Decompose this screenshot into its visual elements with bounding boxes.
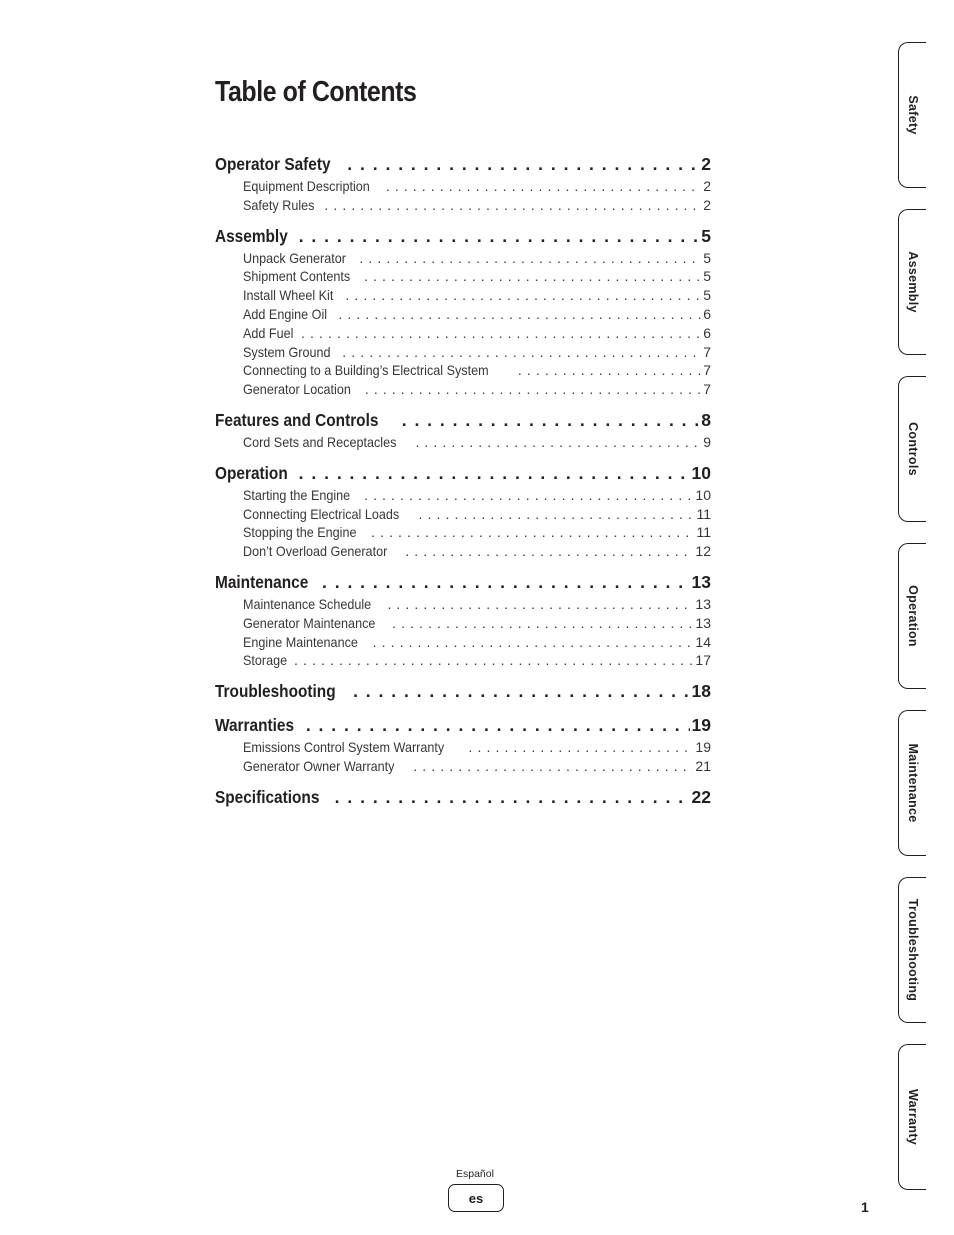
- dot-leader: [419, 506, 695, 522]
- toc-item-label: Don’t Overload Generator: [243, 543, 388, 560]
- toc-item-page: 10: [695, 486, 711, 503]
- toc-item-connecting-electrical-loads[interactable]: [215, 506, 711, 525]
- side-tab-label: Maintenance: [905, 743, 920, 823]
- dot-leader: [301, 325, 701, 341]
- toc-item-page: 9: [703, 433, 711, 450]
- toc-item-page: 7: [703, 381, 711, 398]
- dot-leader: [518, 362, 701, 378]
- toc-item-page: 11: [696, 524, 711, 541]
- toc-section-page: 18: [691, 681, 711, 702]
- toc-item-install-wheel-kit[interactable]: [215, 287, 711, 306]
- toc-section-label: Operator Safety: [215, 154, 331, 174]
- toc-item-page: 7: [703, 362, 711, 379]
- toc-item-label: Unpack Generator: [243, 249, 346, 266]
- toc-section-page: 10: [691, 462, 711, 483]
- toc-section-warranties[interactable]: [215, 715, 711, 739]
- dot-leader: [347, 154, 699, 175]
- toc-item-don-t-overload-generator[interactable]: [215, 543, 711, 562]
- toc-section-page: 8: [701, 409, 711, 430]
- toc-section-maintenance[interactable]: [215, 572, 711, 596]
- toc-item-label: Generator Location: [243, 381, 351, 398]
- side-tab-label: Assembly: [905, 251, 920, 313]
- side-tab-maintenance[interactable]: [898, 710, 926, 856]
- toc-item-label: Shipment Contents: [243, 268, 351, 285]
- side-tab-assembly[interactable]: [898, 209, 926, 355]
- toc-item-label: Add Fuel: [243, 324, 294, 341]
- toc-item-page: 6: [703, 305, 711, 322]
- toc-item-label: Equipment Description: [243, 178, 370, 194]
- toc-item-page: 12: [695, 543, 711, 560]
- dot-leader: [386, 178, 701, 194]
- dot-leader: [405, 543, 693, 559]
- toc-section-label: Assembly: [215, 225, 288, 246]
- toc-item-add-fuel[interactable]: [215, 325, 711, 344]
- toc-item-page: 21: [695, 757, 711, 774]
- toc-item-page: 17: [695, 652, 711, 669]
- toc-group: [215, 463, 711, 562]
- side-tab-controls[interactable]: [898, 376, 926, 522]
- toc-item-engine-maintenance[interactable]: [215, 634, 711, 653]
- toc-item-label: Cord Sets and Receptacles: [243, 433, 397, 450]
- table-of-contents: [215, 154, 711, 821]
- toc-item-unpack-generator[interactable]: [215, 250, 711, 269]
- toc-item-page: 5: [703, 287, 711, 304]
- toc-section-page: 13: [691, 571, 711, 592]
- toc-item-emissions-control-system-warranty[interactable]: [215, 739, 711, 758]
- toc-item-label: Maintenance Schedule: [243, 595, 372, 612]
- toc-item-shipment-contents[interactable]: [215, 268, 711, 287]
- toc-group: [215, 681, 711, 705]
- toc-item-page: 6: [703, 324, 711, 341]
- toc-section-label: Troubleshooting: [215, 681, 336, 702]
- side-tab-troubleshooting[interactable]: [898, 877, 926, 1023]
- toc-item-page: 14: [695, 633, 711, 650]
- toc-item-page: 5: [703, 268, 711, 285]
- toc-item-cord-sets-and-receptacles[interactable]: [215, 434, 711, 453]
- toc-item-label: Connecting Electrical Loads: [243, 505, 400, 522]
- toc-item-starting-the-engine[interactable]: [215, 487, 711, 506]
- toc-section-page: 19: [691, 715, 711, 736]
- dot-leader: [299, 226, 700, 247]
- toc-item-page: 7: [703, 343, 711, 360]
- dot-leader: [387, 596, 693, 612]
- toc-item-label: Storage: [243, 652, 288, 669]
- dot-leader: [413, 758, 693, 774]
- toc-section-label: Specifications: [215, 786, 320, 807]
- toc-section-operator-safety[interactable]: [215, 154, 711, 178]
- toc-item-label: Install Wheel Kit: [243, 287, 334, 304]
- toc-section-assembly[interactable]: [215, 226, 711, 250]
- toc-item-label: Starting the Engine: [243, 486, 351, 503]
- dot-leader: [342, 344, 701, 360]
- dot-leader: [365, 381, 701, 397]
- dot-leader: [345, 287, 701, 303]
- toc-section-label: Maintenance: [215, 571, 309, 592]
- dot-leader: [335, 787, 690, 808]
- toc-item-stopping-the-engine[interactable]: [215, 524, 711, 543]
- side-tab-label: Safety: [905, 95, 920, 135]
- toc-item-label: Generator Owner Warranty: [243, 757, 395, 774]
- dot-leader: [353, 681, 689, 702]
- dot-leader: [338, 306, 701, 322]
- toc-group: [215, 410, 711, 453]
- dot-leader: [299, 463, 690, 484]
- toc-group: [215, 787, 711, 811]
- toc-section-page: 2: [701, 154, 711, 174]
- toc-section-page: 5: [701, 225, 711, 246]
- toc-section-troubleshooting[interactable]: [215, 681, 711, 705]
- toc-item-generator-owner-warranty[interactable]: [215, 758, 711, 777]
- toc-item-label: Engine Maintenance: [243, 633, 358, 650]
- toc-item-maintenance-schedule[interactable]: [215, 596, 711, 615]
- toc-item-generator-location[interactable]: [215, 381, 711, 400]
- toc-item-system-ground[interactable]: [215, 344, 711, 363]
- dot-leader: [415, 434, 701, 450]
- toc-item-label: Connecting to a Building’s Electrical System: [243, 362, 489, 379]
- dot-leader: [359, 250, 701, 266]
- toc-item-connecting-to-a-building-s-electrical-system[interactable]: [215, 362, 711, 381]
- dot-leader: [371, 524, 694, 540]
- toc-item-equipment-description[interactable]: [215, 178, 711, 197]
- toc-item-page: 13: [695, 614, 711, 631]
- side-tab-warranty[interactable]: [898, 1044, 926, 1190]
- toc-group: [215, 226, 711, 400]
- toc-item-page: 2: [703, 196, 711, 213]
- toc-item-page: 5: [703, 249, 711, 266]
- side-tab-label: Troubleshooting: [905, 898, 920, 1002]
- toc-item-page: 19: [695, 739, 711, 756]
- language-label: Español: [456, 1168, 494, 1180]
- toc-section-specifications[interactable]: [215, 787, 711, 811]
- page-title: Table of Contents: [215, 76, 417, 108]
- side-tab-safety[interactable]: [898, 42, 926, 188]
- toc-item-storage[interactable]: [215, 652, 711, 671]
- dot-leader: [392, 615, 693, 631]
- toc-item-add-engine-oil[interactable]: [215, 306, 711, 325]
- toc-item-page: 11: [696, 505, 711, 522]
- toc-section-features-and-controls[interactable]: [215, 410, 711, 434]
- dot-leader: [402, 410, 700, 431]
- toc-group: [215, 154, 711, 216]
- dot-leader: [373, 634, 694, 650]
- toc-item-page: 13: [695, 595, 711, 612]
- dot-leader: [324, 197, 701, 213]
- toc-item-label: Add Engine Oil: [243, 305, 328, 322]
- toc-item-label: Emissions Control System Warranty: [243, 739, 445, 756]
- toc-item-page: 2: [703, 178, 711, 194]
- toc-item-safety-rules[interactable]: [215, 197, 711, 216]
- dot-leader: [294, 652, 693, 668]
- toc-group: [215, 715, 711, 777]
- toc-item-label: Generator Maintenance: [243, 614, 376, 631]
- toc-section-label: Features and Controls: [215, 409, 379, 430]
- side-tab-label: Operation: [905, 585, 920, 647]
- side-tab-label: Controls: [905, 422, 920, 476]
- toc-section-page: 22: [691, 786, 711, 807]
- dot-leader: [469, 739, 694, 755]
- dot-leader: [322, 572, 690, 593]
- toc-item-label: Stopping the Engine: [243, 524, 357, 541]
- language-badge[interactable]: es: [448, 1184, 504, 1212]
- toc-item-generator-maintenance[interactable]: [215, 615, 711, 634]
- dot-leader: [364, 487, 693, 503]
- side-tab-label: Warranty: [905, 1088, 920, 1146]
- toc-item-label: System Ground: [243, 343, 331, 360]
- toc-section-label: Operation: [215, 462, 288, 483]
- side-tab-operation[interactable]: [898, 543, 926, 689]
- toc-section-label: Warranties: [215, 715, 295, 736]
- page-number: 1: [861, 1199, 869, 1215]
- toc-section-operation[interactable]: [215, 463, 711, 487]
- dot-leader: [364, 268, 701, 284]
- toc-group: [215, 572, 711, 671]
- dot-leader: [306, 715, 690, 736]
- toc-item-label: Safety Rules: [243, 196, 315, 213]
